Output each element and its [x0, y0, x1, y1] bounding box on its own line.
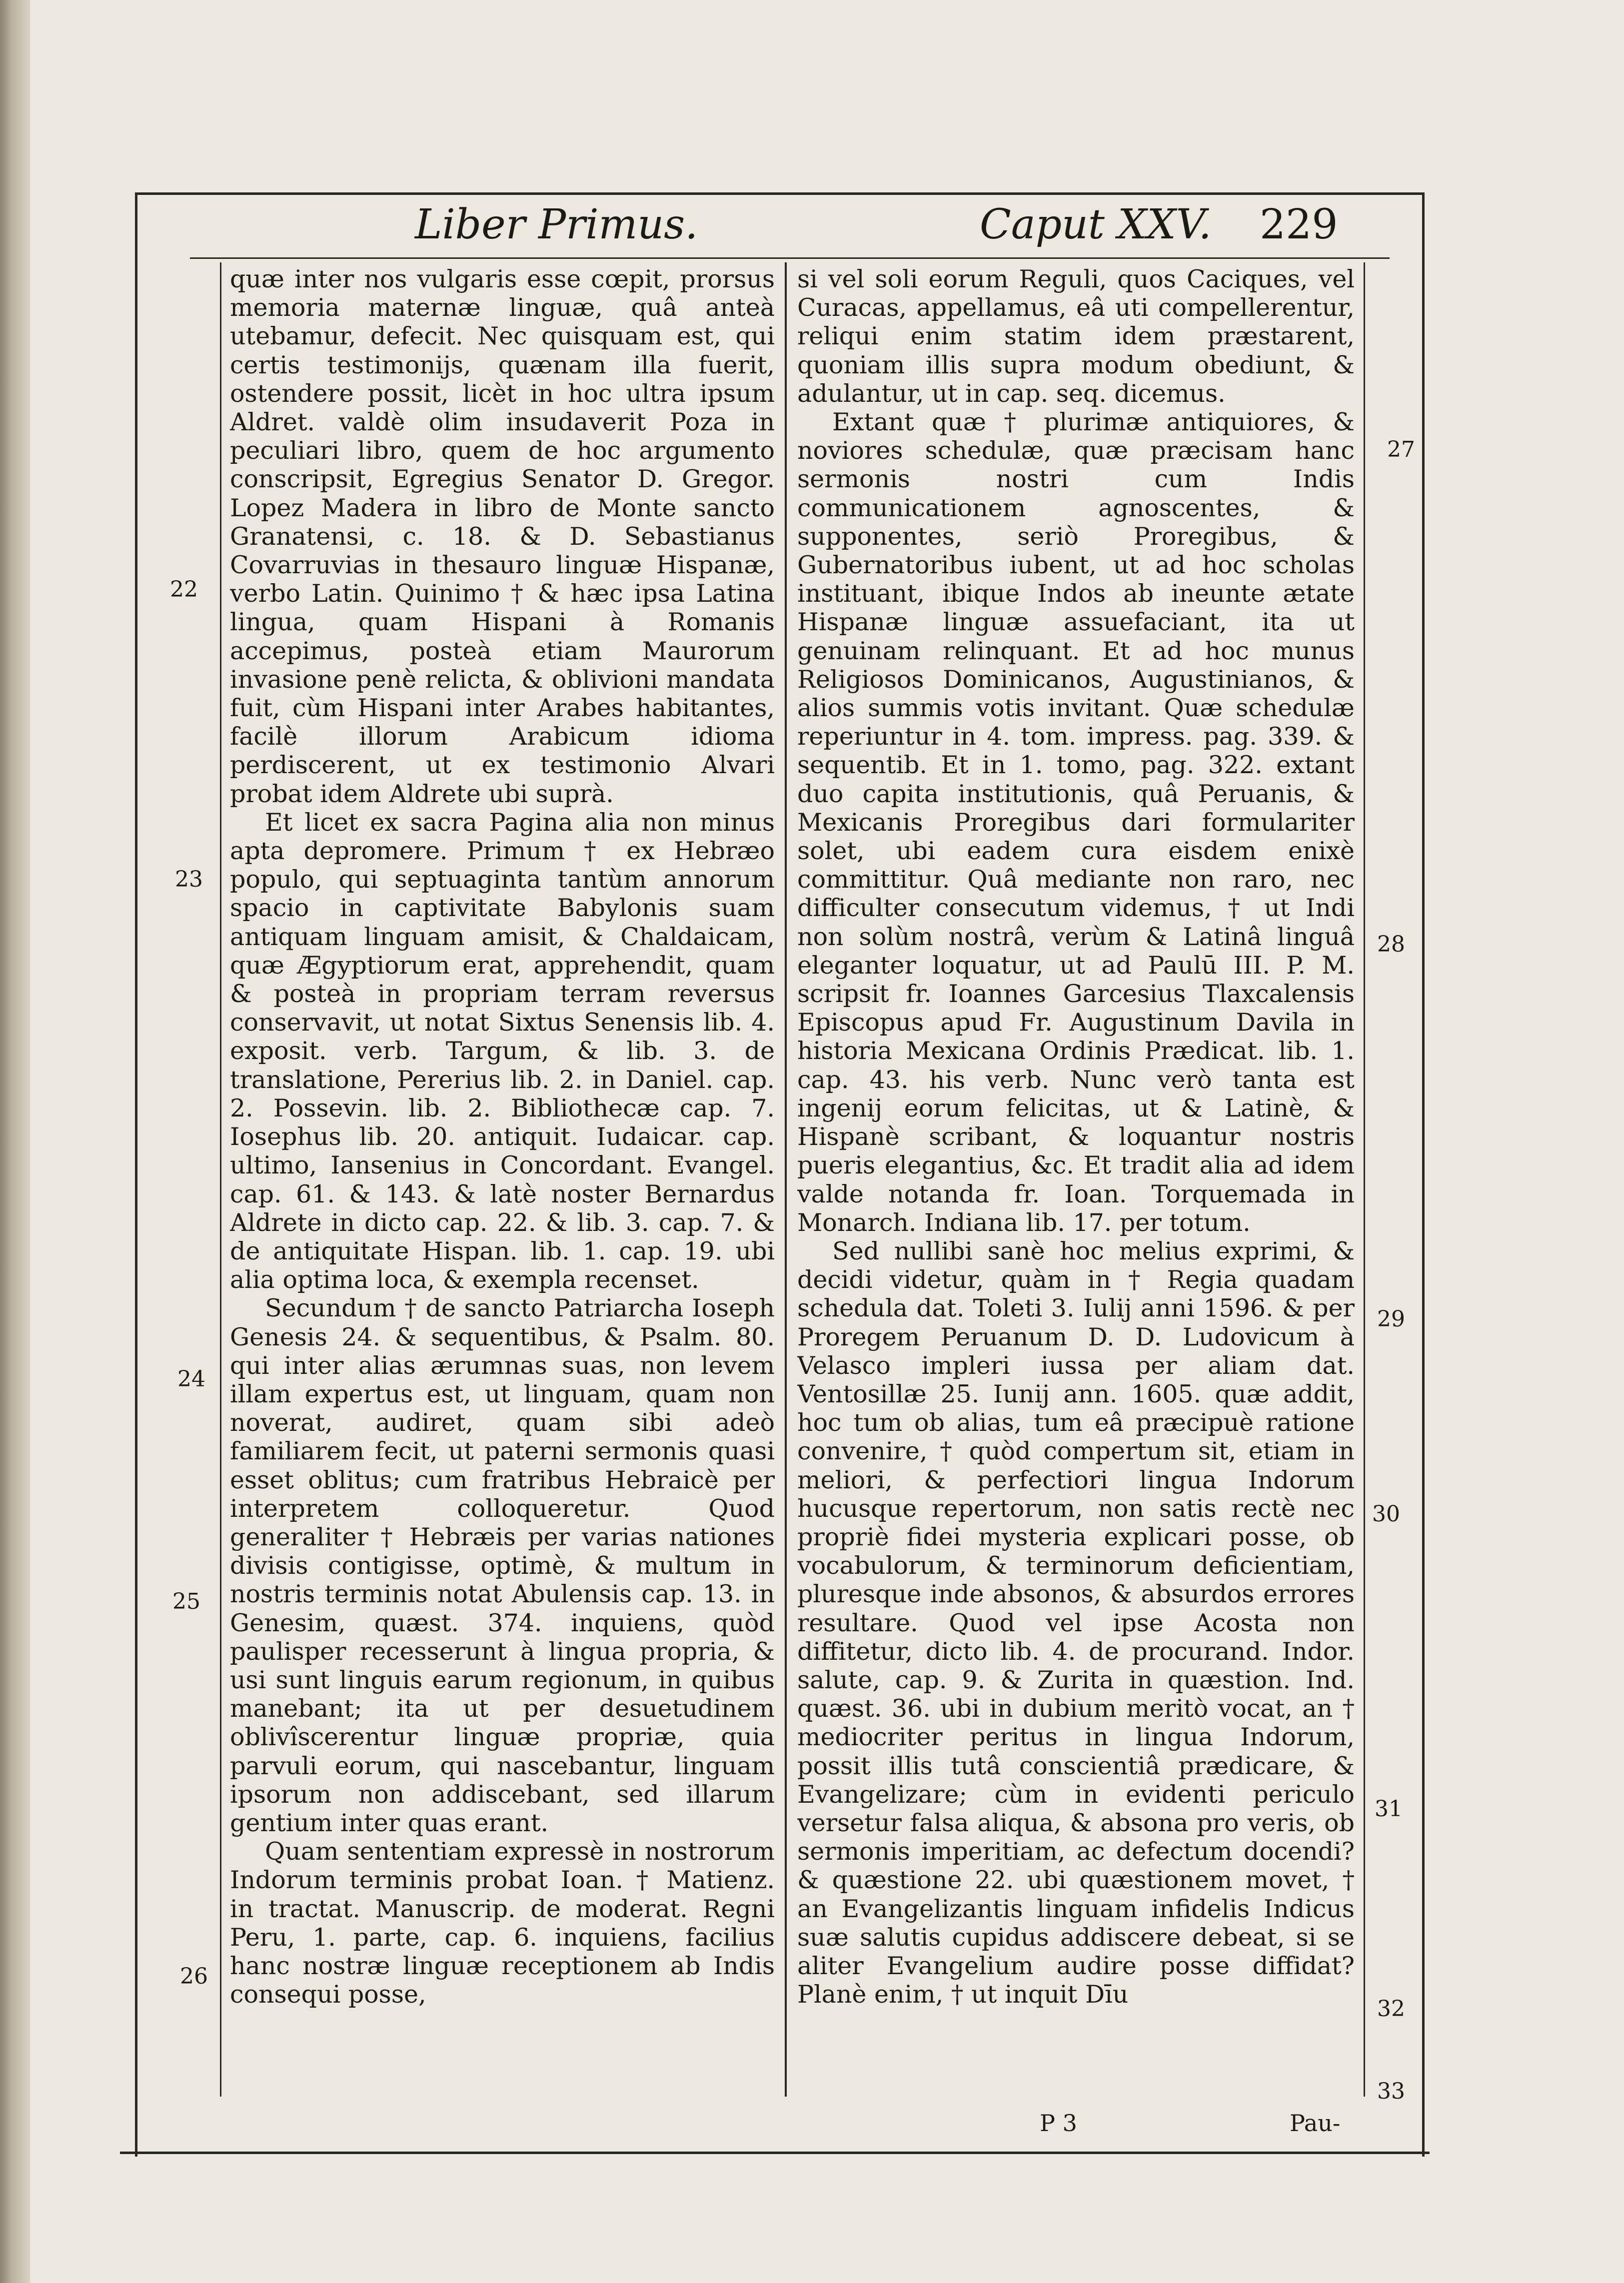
paragraph: Quam sententiam expressè in nostrorum Indorum terminis probat Ioan. † Matienz. in tractat. Manuscrip. de moderat. Regni Peru, 1. parte, cap. 6. inquiens, facilius hanc nostræ linguæ receptionem ab Indis consequi posse, [230, 1837, 775, 2009]
margin-number: 22 [170, 577, 198, 602]
margin-number: 27 [1387, 437, 1415, 462]
paragraph: quæ inter nos vulgaris esse cœpit, prorsus memoria maternæ linguæ, quâ anteà utebamur, defecit. Nec quisquam est, qui certis testimonijs, quænam illa fuerit, ostendere possit, licèt in hoc ultra ipsum Aldret. valdè olim insudaverit Poza in peculiari libro, quem de hoc argumento conscripsit, Egregius Senator D. Gregor. Lopez Madera in libro de Monte sancto Granatensi, c. 18. & D. Sebastianus Covarruvias in thesauro linguæ Hispanæ, verbo Latin. Quinimo † & hæc ipsa Latina lingua, quam Hispani à Romanis accepimus, posteà etiam Maurorum invasione penè relicta, & oblivioni mandata fuit, cùm Hispani inter Arabes habitantes, facilè illorum Arabicum idioma perdiscerent, ut ex testimonio Alvari probat idem Aldrete ubi suprà. [230, 265, 775, 808]
margin-number: 25 [172, 1589, 200, 1614]
margin-number: 30 [1372, 1501, 1400, 1527]
right-column-rule [1364, 262, 1365, 2097]
signature-mark: P 3 [1040, 2110, 1077, 2137]
paragraph: si vel soli eorum Reguli, quos Caciques, vel Curacas, appellamus, eâ uti compellerentur, reliqui enim statim idem præstarent, quoniam illis supra modum obediunt, & adulantur, ut in cap. seq. dicemus. [797, 265, 1355, 408]
column-divider [785, 262, 787, 2097]
catchword: Pau- [1290, 2110, 1341, 2137]
left-text-column [230, 265, 775, 2094]
binding-edge [0, 0, 30, 2283]
paragraph: Sed nullibi sanè hoc melius exprimi, & decidi videtur, quàm in † Regia quadam schedula dat. Toleti 3. Iulij anni 1596. & per Proregem Peruanum D. D. Ludovicum à Velasco impleri iussa per aliam dat. Ventosillæ 25. Iunij ann. 1605. quæ addit, hoc tum ob alias, tum eâ præcipuè ratione convenire, † quòd compertum sit, etiam in meliori, & perfectiori lingua Indorum hucusque repertorum, non satis rectè nec propriè fidei mysteria explicari posse, ob vocabulorum, & terminorum deficientiam, pluresque inde absonos, & absurdos errores resultare. Quod vel ipse Acosta non diffitetur, dicto lib. 4. de procurand. Indor. salute, cap. 9. & Zurita in quæstion. Ind. quæst. 36. ubi in dubium meritò vocat, an † mediocriter peritus in lingua Indorum, possit illis tutâ conscientiâ prædicare, & Evangelizare; cùm in evidenti periculo versetur falsa aliqua, & absona pro veris, ob sermonis imperitiam, ac defectum docendi? & quæstione 22. ubi quæstionem movet, † an Evangelizantis linguam infidelis Indicus suæ salutis cupidus addiscere debeat, si se aliter Evangelium audire posse diffidat? Planè enim, † ut inquit Dīu [797, 1236, 1355, 2009]
margin-number: 29 [1377, 1306, 1405, 1332]
left-column-rule [220, 262, 221, 2097]
paragraph: Extant quæ † plurimæ antiquiores, & noviores schedulæ, quæ præcisam hanc sermonis nostri cum Indis communicationem agnoscentes, & supponentes, seriò Proregibus, & Gubernatoribus iubent, ut ad hoc scholas instituant, ibique Indos ab ineunte ætate Hispanæ linguæ assuefaciant, ita ut genuinam relinquant. Et ad hoc munus Religiosos Dominicanos, Augustinianos, & alios summis votis invitant. Quæ schedulæ reperiuntur in 4. tom. impress. pag. 339. & sequentib. Et in 1. tomo, pag. 322. extant duo capita institutionis, quâ Peruanis, & Mexicanis Proregibus dari formulariter solet, ubi eadem cura eisdem enixè committitur. Quâ mediante non raro, nec difficulter consecutum videmus, † ut Indi non solùm nostrâ, verùm & Latinâ linguâ eleganter loquatur, ut ad Paulū III. P. M. scripsit fr. Ioannes Garcesius Tlaxcalensis Episcopus apud Fr. Augustinum Davila in historia Mexicana Ordinis Prædicat. lib. 1. cap. 43. his verb. Nunc verò tanta est ingenij eorum felicitas, ut & Latinè, & Hispanè scribant, & loquantur nostris pueris elegantius, &c. Et tradit alia ad idem valde notanda fr. Ioan. Torquemada in Monarch. Indiana lib. 17. per totum. [797, 408, 1355, 1237]
margin-number: 31 [1375, 1796, 1403, 1822]
page-number: 229 [1260, 201, 1338, 248]
header-rule [190, 257, 1390, 259]
paragraph: Et licet ex sacra Pagina alia non minus apta depromere. Primum † ex Hebræo populo, qui septuaginta tantùm annorum spacio in captivitate Babylonis suam antiquam linguam amisit, & Chaldaicam, quæ Ægyptiorum erat, apprehendit, quam & posteà in propriam terram reversus conservavit, ut notat Sixtus Senensis lib. 4. exposit. verb. Targum, & lib. 3. de translatione, Pererius lib. 2. in Daniel. cap. 2. Possevin. lib. 2. Bibliothecæ cap. 7. Iosephus lib. 20. antiquit. Iudaicar. cap. ultimo, Iansenius in Concordant. Evangel. cap. 61. & 143. & latè noster Bernardus Aldrete in dicto cap. 22. & lib. 3. cap. 7. & de antiquitate Hispan. lib. 1. cap. 19. ubi alia optima loca, & exempla recenset. [230, 808, 775, 1294]
margin-number: 33 [1377, 2079, 1405, 2104]
margin-number: 32 [1377, 1996, 1405, 2022]
right-text-column [797, 265, 1355, 2094]
bleed-through [1460, 300, 1575, 900]
margin-number: 28 [1377, 932, 1405, 957]
margin-number: 23 [175, 867, 203, 892]
margin-number: 26 [180, 1964, 208, 1989]
margin-number: 24 [177, 1366, 205, 1392]
running-head-book: Liber Primus. [415, 201, 698, 248]
paragraph: Secundum † de sancto Patriarcha Ioseph Genesis 24. & sequentibus, & Psalm. 80. qui inter alias ærumnas suas, non levem illam expertus est, ut linguam, quam non noverat, audiret, quam sibi adeò familiarem fecit, ut paterni sermonis quasi esset oblitus; cum fratribus Hebraicè per interpretem colloqueretur. Quod generaliter † Hebræis per varias nationes divisis contigisse, optimè, & multum in nostris terminis notat Abulensis cap. 13. in Genesim, quæst. 374. inquiens, quòd paulisper recesserunt à lingua propria, & usi sunt linguis earum regionum, in quibus manebant; ita ut per desuetudinem oblivîscerentur linguæ propriæ, quia parvuli eorum, qui nascebantur, linguam ipsorum non addiscebant, sed illarum gentium inter quas erant. [230, 1294, 775, 1837]
bottom-rule [120, 2152, 1430, 2154]
running-head-chapter: Caput XXV. [980, 201, 1212, 248]
